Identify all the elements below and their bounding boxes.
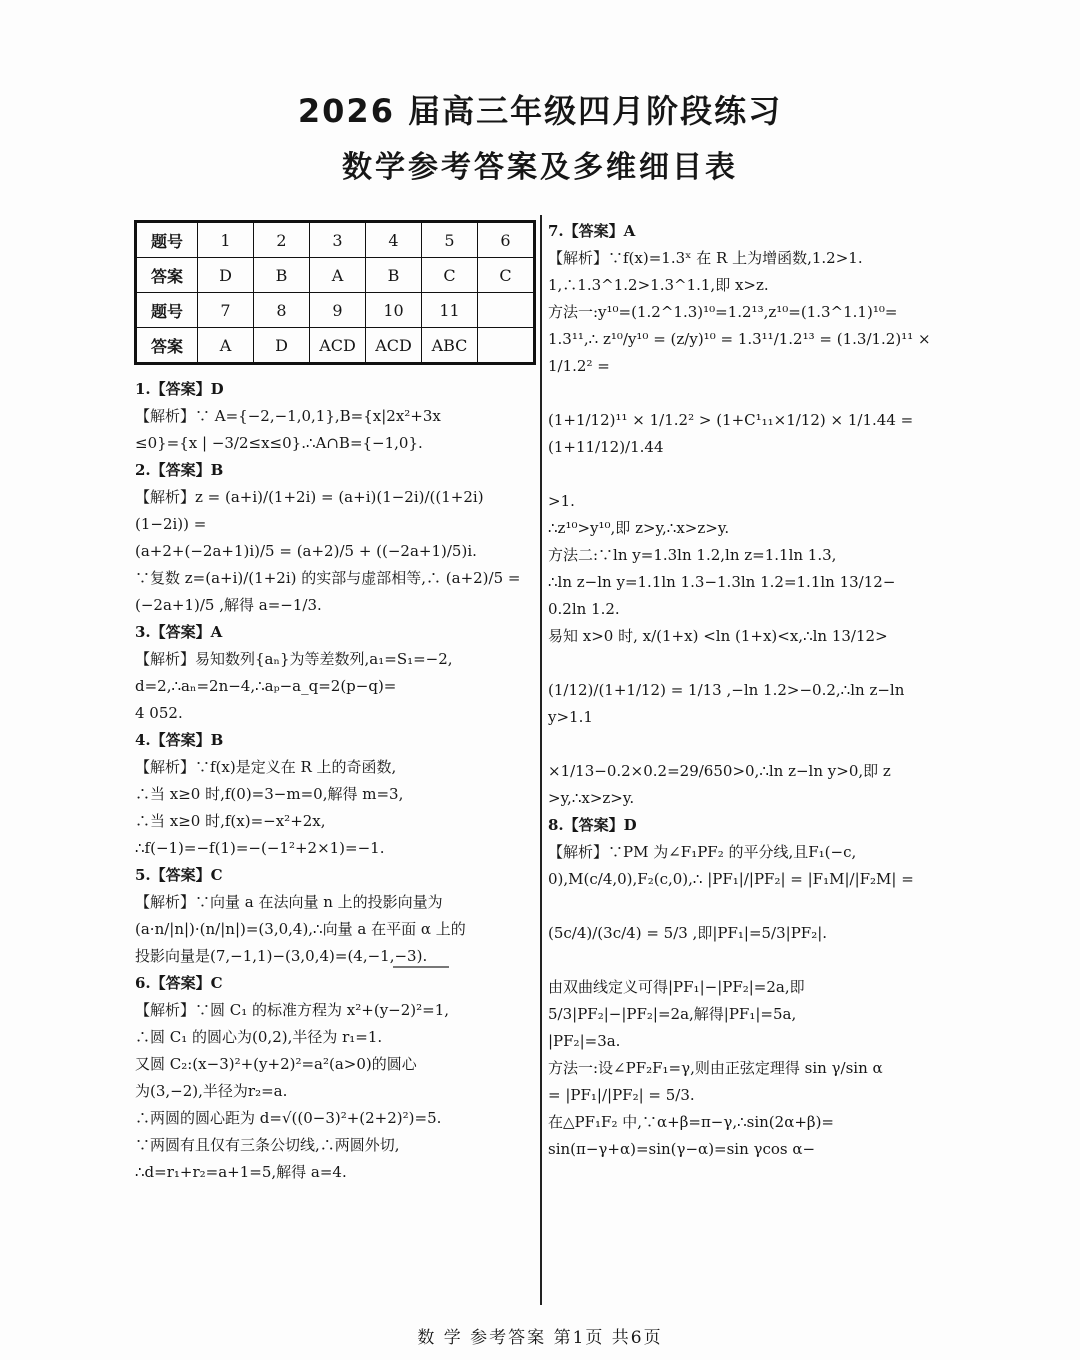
- answer-table-header-cell: 题号: [136, 293, 198, 328]
- solution-line: (−2a+1)/5 ,解得 a=−1/3.: [135, 596, 322, 614]
- solution-line: 在△PF₁F₂ 中,∵α+β=π−γ,∴sin(2α+β)=: [548, 1113, 834, 1131]
- page-subtitle: 数学参考答案及多维细目表: [342, 150, 738, 185]
- solution-line: ∴ln z−ln y=1.1ln 1.3−1.3ln 1.2=1.1ln 13/12−: [548, 573, 896, 591]
- answer-table-cell: C: [478, 258, 535, 293]
- solution-line: (a+2+(−2a+1)i)/5 = (a+2)/5 + ((−2a+1)/5)i.: [135, 542, 477, 560]
- solution-line: sin(π−γ+α)=sin(γ−α)=sin γcos α−: [548, 1140, 816, 1158]
- solution-line: 为(3,−2),半径为r₂=a.: [135, 1082, 288, 1100]
- answer-table-row: [136, 328, 535, 364]
- solution-line: [548, 461, 948, 488]
- solution-line: |PF₂|=3a.: [548, 1032, 621, 1050]
- right-column: [548, 218, 948, 1163]
- answer-table-cell: 6: [478, 222, 535, 258]
- answer-table-row: [136, 258, 535, 293]
- solution-line: 【解析】∵PM 为∠F₁PF₂ 的平分线,且F₁(−c,: [548, 843, 857, 861]
- solution-line: 投影向量是(7,−1,1)−(3,0,4)=(4,−1,−3).: [135, 947, 428, 965]
- solution-line: 8.【答案】D: [548, 816, 637, 834]
- answer-table-cell: A: [310, 258, 366, 293]
- solution-line: 4.【答案】B: [135, 731, 224, 749]
- solution-line: 由双曲线定义可得|PF₁|−|PF₂|=2a,即: [548, 978, 805, 996]
- solution-line: 2.【答案】B: [135, 461, 224, 479]
- page-title: 2026 届高三年级四月阶段练习: [297, 92, 783, 130]
- solution-line: 5/3|PF₂|−|PF₂|=2a,解得|PF₁|=5a,: [548, 1005, 797, 1023]
- answer-table-cell: A: [198, 328, 254, 364]
- solution-line: (a·n/|n|)·(n/|n|)=(3,0,4),∴向量 a 在平面 α 上的: [135, 920, 466, 938]
- solution-line: 易知 x>0 时, x/(1+x) <ln (1+x)<x,∴ln 13/12>: [548, 627, 888, 645]
- solution-line: 0.2ln 1.2.: [548, 600, 620, 618]
- solution-line: = |PF₁|/|PF₂| = 5/3.: [548, 1086, 695, 1104]
- solution-line: ∴当 x≥0 时,f(0)=3−m=0,解得 m=3,: [135, 785, 404, 803]
- solution-line: ∵两圆有且仅有三条公切线,∴两圆外切,: [135, 1136, 400, 1154]
- answer-table-cell: ACD: [310, 328, 366, 364]
- solution-line: 5.【答案】C: [135, 866, 223, 884]
- solution-line: [548, 893, 948, 920]
- answer-table-header-cell: 答案: [136, 258, 198, 293]
- solution-line: 7.【答案】A: [548, 222, 636, 240]
- solution-line: 【解析】∵ A={−2,−1,0,1},B={x|2x²+3x: [135, 407, 441, 425]
- solution-line: 【解析】∵圆 C₁ 的标准方程为 x²+(y−2)²=1,: [135, 1001, 450, 1019]
- solution-line: (5c/4)/(3c/4) = 5/3 ,即|PF₁|=5/3|PF₂|.: [548, 924, 828, 942]
- solution-line: >y,∴x>z>y.: [548, 789, 635, 807]
- solution-line: ∴d=r₁+r₂=a+1=5,解得 a=4.: [135, 1163, 347, 1181]
- solution-line: 0),M(c/4,0),F₂(c,0),∴ |PF₁|/|PF₂| = |F₁M|/|F₂M| =: [548, 870, 914, 888]
- answer-table-cell: 3: [310, 222, 366, 258]
- solution-line: 又圆 C₂:(x−3)²+(y+2)²=a²(a>0)的圆心: [135, 1055, 417, 1073]
- answer-table-cell: 1: [198, 222, 254, 258]
- solution-line: [548, 650, 948, 677]
- solution-line: 4 052.: [135, 704, 183, 722]
- solution-line: (1+1/12)¹¹ × 1/1.2² > (1+C¹₁₁×1/12) × 1/1.44 = (1+11/12)/1.44: [548, 411, 919, 456]
- solution-line: 【解析】∵向量 a 在法向量 n 上的投影向量为: [135, 893, 443, 911]
- solution-line: >1.: [548, 492, 575, 510]
- column-divider: [540, 215, 542, 1305]
- solution-line: [548, 380, 948, 407]
- answer-table-header-cell: 答案: [136, 328, 198, 364]
- solution-line: 方法一:y¹⁰=(1.2^1.3)¹⁰=1.2¹³,z¹⁰=(1.3^1.1)¹⁰=: [548, 303, 898, 321]
- left-column: [135, 376, 535, 1186]
- answer-table-cell: [478, 328, 535, 364]
- solution-line: ∴圆 C₁ 的圆心为(0,2),半径为 r₁=1.: [135, 1028, 383, 1046]
- solution-line: d=2,∴aₙ=2n−4,∴aₚ−a_q=2(p−q)=: [135, 677, 397, 695]
- answer-table-cell: [478, 293, 535, 328]
- solution-line: ∴z¹⁰>y¹⁰,即 z>y,∴x>z>y.: [548, 519, 730, 537]
- answer-table-cell: B: [366, 258, 422, 293]
- answer-table-cell: ABC: [422, 328, 478, 364]
- solution-line: ×1/13−0.2×0.2=29/650>0,∴ln z−ln y>0,即 z: [548, 762, 891, 780]
- answer-table-cell: 4: [366, 222, 422, 258]
- answer-table-row: [136, 293, 535, 328]
- solution-line: 【解析】∵f(x)是定义在 R 上的奇函数,: [135, 758, 397, 776]
- answer-table-cell: 11: [422, 293, 478, 328]
- answer-table-header-cell: 题号: [136, 222, 198, 258]
- answer-table-cell: D: [198, 258, 254, 293]
- answer-table-cell: B: [254, 258, 310, 293]
- answer-table-row: [136, 222, 535, 258]
- answer-table-cell: 2: [254, 222, 310, 258]
- page-footer: 数 学 参考答案 第1页 共6页: [417, 1328, 663, 1348]
- answer-table-cell: C: [422, 258, 478, 293]
- answer-table-cell: 7: [198, 293, 254, 328]
- solution-line: ∵复数 z=(a+i)/(1+2i) 的实部与虚部相等,∴ (a+2)/5 =: [135, 569, 521, 587]
- solution-line: ∴f(−1)=−f(1)=−(−1²+2×1)=−1.: [135, 839, 385, 857]
- solution-line: 3.【答案】A: [135, 623, 223, 641]
- pen-mark: [393, 966, 449, 968]
- solution-line: 方法一:设∠PF₂F₁=γ,则由正弦定理得 sin γ/sin α: [548, 1059, 883, 1077]
- answer-table-cell: 10: [366, 293, 422, 328]
- solution-line: ∴两圆的圆心距为 d=√((0−3)²+(2+2)²)=5.: [135, 1109, 442, 1127]
- solution-line: 1,∴1.3^1.2>1.3^1.1,即 x>z.: [548, 276, 769, 294]
- solution-line: [548, 731, 948, 758]
- answer-table-cell: 8: [254, 293, 310, 328]
- answer-table: [134, 220, 536, 365]
- solution-line: 1.【答案】D: [135, 380, 224, 398]
- solution-line: 6.【答案】C: [135, 974, 223, 992]
- solution-line: 1.3¹¹,∴ z¹⁰/y¹⁰ = (z/y)¹⁰ = 1.3¹¹/1.2¹³ = (1.3/1.2)¹¹ × 1/1.2² =: [548, 330, 936, 375]
- answer-table-cell: 5: [422, 222, 478, 258]
- solution-line: 方法二:∵ln y=1.3ln 1.2,ln z=1.1ln 1.3,: [548, 546, 837, 564]
- answer-table-cell: D: [254, 328, 310, 364]
- solution-line: 【解析】∵f(x)=1.3ˣ 在 R 上为增函数,1.2>1.: [548, 249, 863, 267]
- solution-line: ∴当 x≥0 时,f(x)=−x²+2x,: [135, 812, 326, 830]
- answer-table-cell: 9: [310, 293, 366, 328]
- solution-line: (1/12)/(1+1/12) = 1/13 ,−ln 1.2>−0.2,∴ln z−ln y>1.1: [548, 681, 910, 726]
- answer-table-cell: ACD: [366, 328, 422, 364]
- solution-line: 【解析】z = (a+i)/(1+2i) = (a+i)(1−2i)/((1+2i)(1−2i)) =: [135, 488, 484, 533]
- solution-line: ≤0}={x | −3/2≤x≤0}.∴A∩B={−1,0}.: [135, 434, 423, 452]
- solution-line: [548, 947, 948, 974]
- solution-line: 【解析】易知数列{aₙ}为等差数列,a₁=S₁=−2,: [135, 650, 453, 668]
